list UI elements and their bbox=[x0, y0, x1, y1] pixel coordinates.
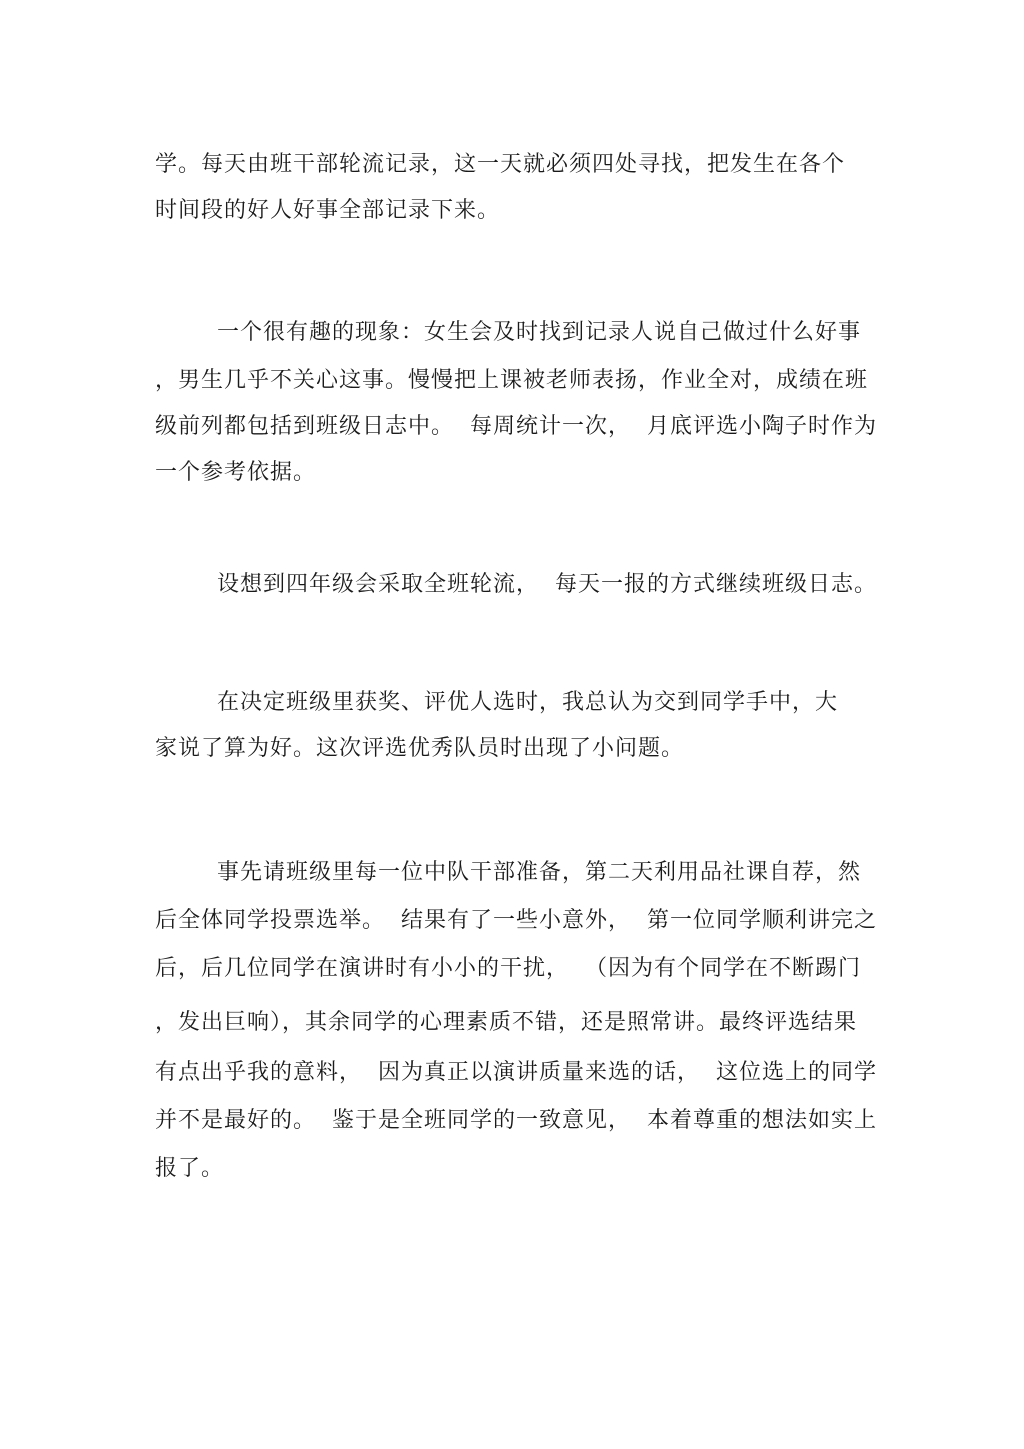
text-line: 在决定班级里获奖、评优人选时，我总认为交到同学手中，大 bbox=[217, 690, 839, 715]
text-line: 报了。 bbox=[155, 1156, 225, 1181]
text-line: 并不是最好的。 鉴于是全班同学的一致意见， 本着尊重的想法如实上 bbox=[155, 1108, 877, 1133]
text-line: 级前列都包括到班级日志中。 每周统计一次， 月底评选小陶子时作为 bbox=[155, 414, 877, 439]
text-line: 一个很有趣的现象：女生会及时找到记录人说自己做过什么好事 bbox=[217, 320, 862, 345]
text-line: 一个参考依据。 bbox=[155, 460, 317, 485]
text-line: 有点出乎我的意料， 因为真正以演讲质量来选的话， 这位选上的同学 bbox=[155, 1060, 877, 1085]
text-line: 事先请班级里每一位中队干部准备，第二天利用品社课自荐，然 bbox=[217, 860, 862, 885]
text-line: 设想到四年级会采取全班轮流， 每天一报的方式继续班级日志。 bbox=[217, 572, 877, 597]
text-line: 后全体同学投票选举。 结果有了一些小意外， 第一位同学顺利讲完之 bbox=[155, 908, 877, 933]
text-line: 家说了算为好。这次评选优秀队员时出现了小问题。 bbox=[155, 736, 685, 761]
text-line: 后，后几位同学在演讲时有小小的干扰， （因为有个同学在不断踢门 bbox=[155, 956, 861, 981]
text-line: 学。每天由班干部轮流记录，这一天就必须四处寻找，把发生在各个 bbox=[155, 152, 846, 177]
text-line: ，发出巨响），其余同学的心理素质不错，还是照常讲。最终评选结果 bbox=[155, 1010, 858, 1035]
text-line: 时间段的好人好事全部记录下来。 bbox=[155, 198, 501, 223]
text-line: ，男生几乎不关心这事。慢慢把上课被老师表扬，作业全对，成绩在班 bbox=[155, 368, 869, 393]
